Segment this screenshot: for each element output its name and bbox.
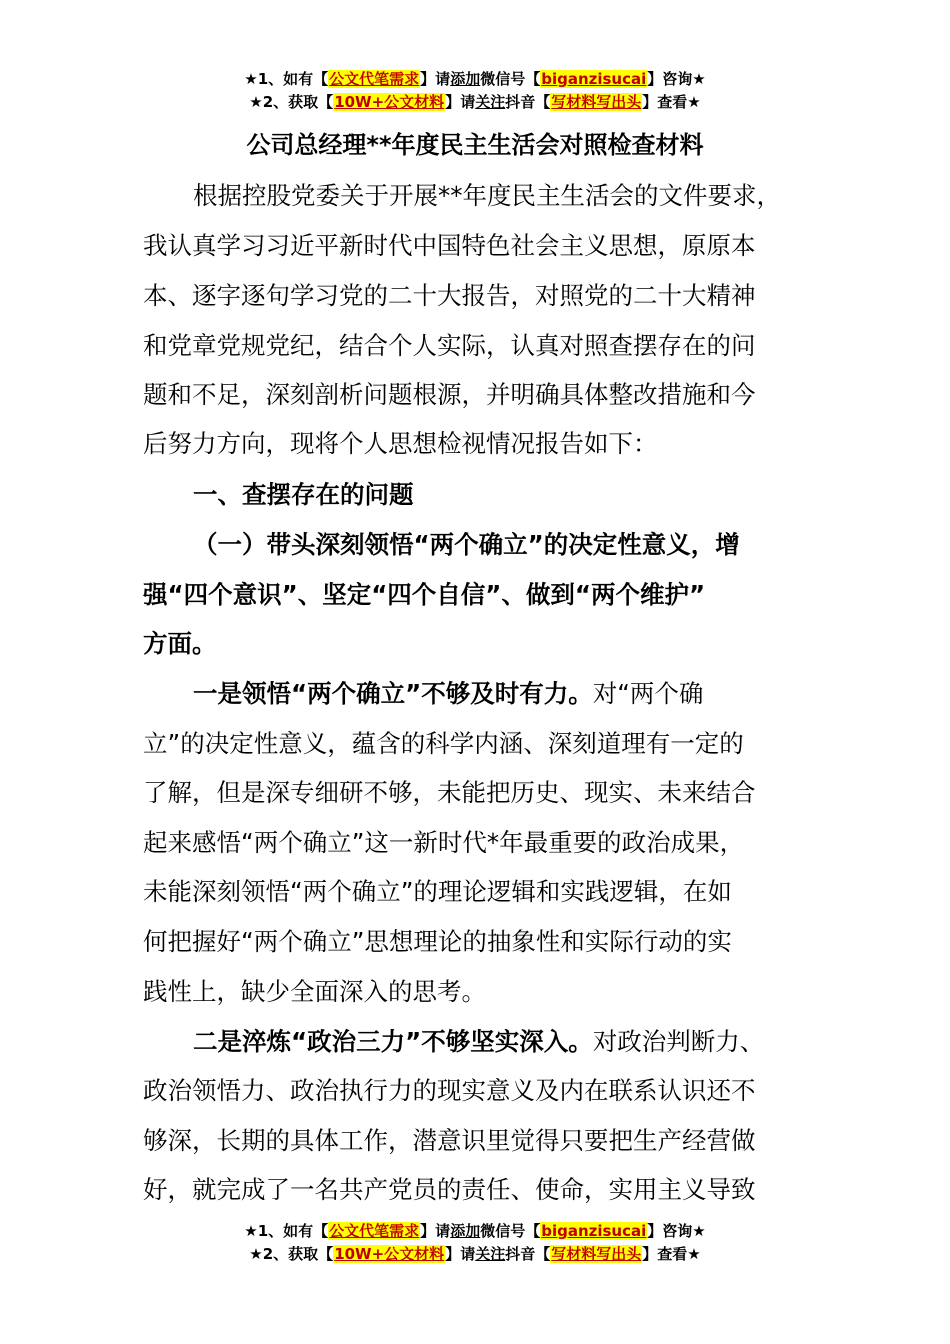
banner-underline[interactable]: 关注	[475, 1245, 506, 1263]
banner-highlight[interactable]: 公文代笔需求	[329, 1222, 420, 1240]
intro-line: 和党章党规党纪，结合个人实际，认真对照查摆存在的问	[143, 331, 756, 360]
point2-lead: 二是淬炼“政治三力”不够坚实深入。	[193, 1027, 593, 1056]
banner-underline[interactable]: 添加	[450, 1222, 481, 1240]
subheading-line: 方面。	[143, 629, 217, 658]
intro-line: 题和不足，深刻剖析问题根源，并明确具体整改措施和今	[143, 380, 756, 409]
banner-highlight[interactable]: 写材料写出头	[551, 93, 642, 111]
bottom-banner	[0, 1220, 950, 1266]
banner-highlight[interactable]: biganzisucai	[541, 70, 647, 88]
point2-text: 对政治判断力、	[592, 1027, 765, 1056]
banner-text: ★2、获取【	[249, 1245, 334, 1263]
point1-line: 未能深刻领悟“两个确立”的理论逻辑和实践逻辑，在如	[143, 877, 732, 906]
point1-lead: 一是领悟“两个确立”不够及时有力。	[193, 679, 593, 708]
intro-line: 本、逐字逐句学习党的二十大报告，对照党的二十大精神	[143, 281, 756, 310]
section-heading: 一、查摆存在的问题	[193, 480, 414, 509]
banner-highlight[interactable]: biganzisucai	[541, 1222, 647, 1240]
point1-first-line	[193, 674, 703, 714]
point2-line: 好，就完成了一名共产党员的责任、使命，实用主义导致	[143, 1175, 756, 1204]
intro-line: 根据控股党委关于开展**年度民主生活会的文件要求，	[193, 181, 781, 210]
point2-line: 政治领悟力、政治执行力的现实意义及内在联系认识还不	[143, 1076, 756, 1105]
banner-text: 微信号【	[480, 1222, 541, 1240]
banner-text: 】咨询★	[647, 70, 706, 88]
banner-line-1	[0, 1220, 950, 1243]
banner-highlight[interactable]: 10W+公文材料	[334, 93, 445, 111]
banner-text: 】请	[420, 1222, 451, 1240]
banner-text: 】请	[445, 93, 476, 111]
banner-underline[interactable]: 关注	[475, 93, 506, 111]
banner-underline[interactable]: 添加	[450, 70, 481, 88]
top-banner	[0, 68, 950, 114]
point1-line: 立”的决定性意义，蕴含的科学内涵、深刻道理有一定的	[143, 729, 744, 758]
document-title: 公司总经理**年度民主生活会对照检查材料	[246, 131, 704, 159]
banner-line-1	[0, 68, 950, 91]
banner-text: ★2、获取【	[249, 93, 334, 111]
point1-line: 起来感悟“两个确立”这一新时代*年最重要的政治成果，	[143, 828, 745, 857]
point1-line: 了解，但是深专细研不够，未能把历史、现实、未来结合	[143, 778, 756, 807]
banner-text: 】咨询★	[647, 1222, 706, 1240]
subheading-line: （一）带头深刻领悟“两个确立”的决定性意义，增	[193, 530, 740, 559]
banner-text: 】请	[445, 1245, 476, 1263]
point2-first-line	[193, 1022, 764, 1062]
banner-text: 抖音【	[505, 93, 551, 111]
banner-text: ★1、如有【	[244, 70, 329, 88]
intro-line: 后努力方向，现将个人思想检视情况报告如下：	[143, 429, 658, 458]
banner-text: 】查看★	[642, 93, 701, 111]
banner-highlight[interactable]: 写材料写出头	[551, 1245, 642, 1263]
banner-line-2	[0, 91, 950, 114]
point1-line: 践性上，缺少全面深入的思考。	[143, 977, 486, 1006]
point1-text: 对“两个确	[592, 679, 704, 708]
banner-text: 】查看★	[642, 1245, 701, 1263]
banner-highlight[interactable]: 10W+公文材料	[334, 1245, 445, 1263]
point2-line: 够深，长期的具体工作，潜意识里觉得只要把生产经营做	[143, 1126, 756, 1155]
banner-text: 微信号【	[480, 70, 541, 88]
banner-text: 】请	[420, 70, 451, 88]
banner-text: ★1、如有【	[244, 1222, 329, 1240]
banner-highlight[interactable]: 公文代笔需求	[329, 70, 420, 88]
intro-line: 我认真学习习近平新时代中国特色社会主义思想，原原本	[143, 231, 756, 260]
subheading-line: 强“四个意识”、坚定“四个自信”、做到“两个维护”	[143, 580, 706, 609]
banner-text: 抖音【	[505, 1245, 551, 1263]
point1-line: 何把握好“两个确立”思想理论的抽象性和实际行动的实	[143, 927, 732, 956]
banner-line-2	[0, 1243, 950, 1266]
